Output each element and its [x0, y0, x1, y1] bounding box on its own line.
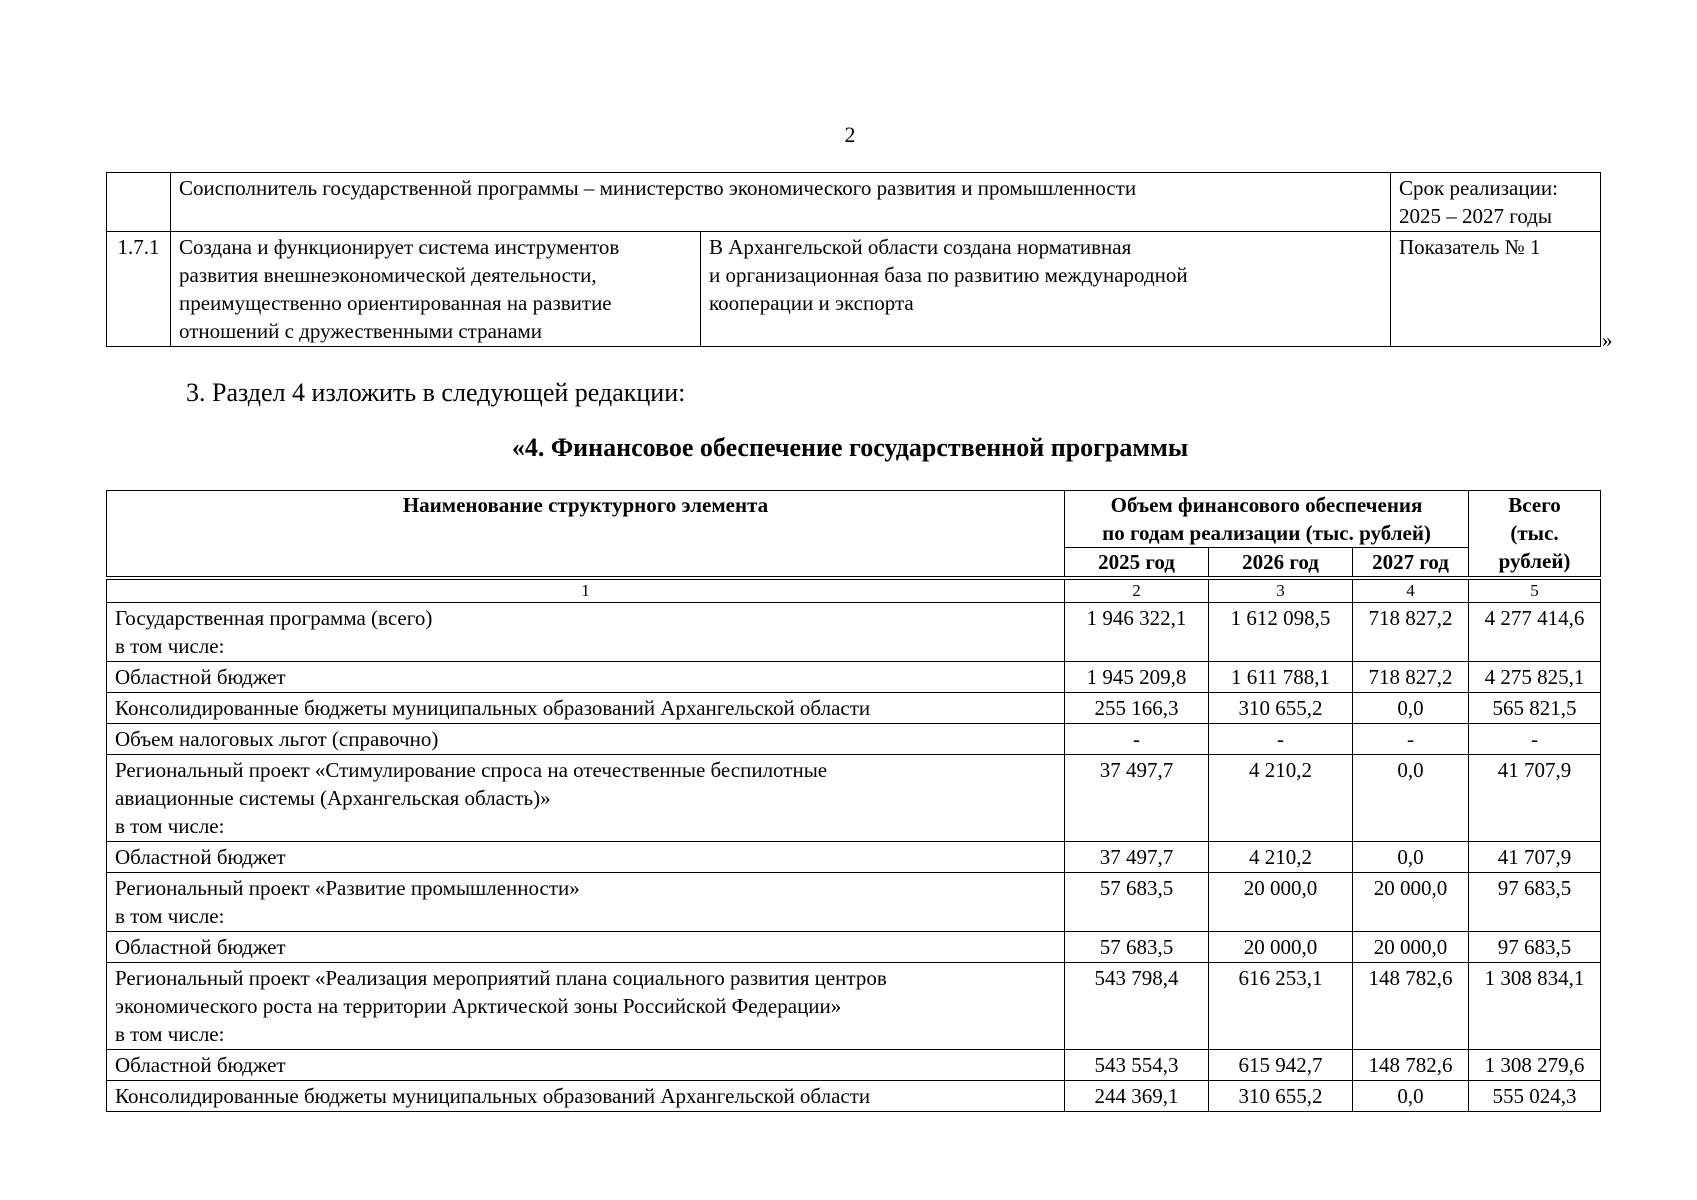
value-2025: - — [1065, 724, 1209, 755]
value-2025: 543 798,4 — [1065, 963, 1209, 1050]
value-2026: - — [1209, 724, 1353, 755]
header-year-2026: 2026 год — [1209, 548, 1353, 579]
value-2026: 1 612 098,5 — [1209, 603, 1353, 662]
element-name-cell — [107, 662, 1065, 693]
element-name-line: Региональный проект «Стимулирование спроса на отечественные беспилотные — [115, 758, 828, 782]
element-name-line: Областной бюджет — [115, 845, 286, 869]
value-2027: 0,0 — [1353, 842, 1469, 873]
task-cell — [171, 232, 701, 347]
value-2026: 4 210,2 — [1209, 842, 1353, 873]
term-years: 2025 – 2027 годы — [1399, 204, 1553, 228]
value-total: 1 308 834,1 — [1469, 963, 1601, 1050]
value-total: 4 275 825,1 — [1469, 662, 1601, 693]
value-2025: 543 554,3 — [1065, 1050, 1209, 1081]
table-row — [107, 603, 1601, 662]
co-executor-text: Соисполнитель государственной программы – министерство экономического развития и промышленности — [171, 173, 1391, 232]
value-2027: - — [1353, 724, 1469, 755]
element-name-line: авиационные системы (Архангельская область)» — [115, 786, 551, 810]
element-name-line: Государственная программа (всего) — [115, 606, 433, 630]
element-name-cell — [107, 693, 1065, 724]
value-2026: 615 942,7 — [1209, 1050, 1353, 1081]
task-line: Создана и функционирует система инструментов — [179, 235, 620, 259]
value-2025: 255 166,3 — [1065, 693, 1209, 724]
value-2025: 37 497,7 — [1065, 755, 1209, 842]
value-total: 97 683,5 — [1469, 932, 1601, 963]
column-number: 2 — [1065, 578, 1209, 603]
value-2027: 20 000,0 — [1353, 932, 1469, 963]
value-2027: 0,0 — [1353, 693, 1469, 724]
value-total: 97 683,5 — [1469, 873, 1601, 932]
column-numbers-row — [107, 578, 1601, 603]
value-2025: 1 945 209,8 — [1065, 662, 1209, 693]
task-line: развития внешнеэкономической деятельности, — [179, 263, 597, 287]
element-name-line: в том числе: — [115, 634, 225, 658]
value-total: 41 707,9 — [1469, 755, 1601, 842]
task-line: отношений с дружественными странами — [179, 319, 543, 343]
table-row — [107, 1081, 1601, 1112]
table-row — [107, 842, 1601, 873]
value-2025: 244 369,1 — [1065, 1081, 1209, 1112]
element-name-cell — [107, 842, 1065, 873]
table-row — [107, 755, 1601, 842]
header-total-line: (тыс. — [1510, 521, 1559, 545]
element-name-cell — [107, 1081, 1065, 1112]
indicator-cell: Показатель № 1 — [1391, 232, 1601, 347]
section-title: «4. Финансовое обеспечение государственной программы — [511, 433, 1189, 462]
value-2026: 310 655,2 — [1209, 1081, 1353, 1112]
value-total: 565 821,5 — [1469, 693, 1601, 724]
effect-line: кооперации и экспорта — [709, 291, 914, 315]
value-total: 41 707,9 — [1469, 842, 1601, 873]
table-row — [107, 1050, 1601, 1081]
element-name-line: Консолидированные бюджеты муниципальных образований Архангельской области — [115, 1084, 871, 1108]
value-2026: 1 611 788,1 — [1209, 662, 1353, 693]
column-number: 1 — [107, 578, 1065, 603]
effect-cell — [701, 232, 1391, 347]
amendment-paragraph: 3. Раздел 4 изложить в следующей редакции: — [186, 378, 686, 407]
value-2026: 4 210,2 — [1209, 755, 1353, 842]
value-2027: 0,0 — [1353, 1081, 1469, 1112]
value-2025: 57 683,5 — [1065, 873, 1209, 932]
table-row — [107, 173, 1601, 232]
header-volume-line: Объем финансового обеспечения — [1110, 493, 1423, 517]
header-year-2025: 2025 год — [1065, 548, 1209, 579]
element-name-line: в том числе: — [115, 1022, 225, 1046]
value-2027: 0,0 — [1353, 755, 1469, 842]
value-2025: 57 683,5 — [1065, 932, 1209, 963]
element-name-cell — [107, 603, 1065, 662]
element-name-line: Региональный проект «Реализация мероприятий плана социального развития центров — [115, 966, 887, 990]
element-name-line: Областной бюджет — [115, 665, 286, 689]
element-name-line: экономического роста на территории Арктической зоны Российской Федерации» — [115, 994, 842, 1018]
value-total: 4 277 414,6 — [1469, 603, 1601, 662]
value-2027: 20 000,0 — [1353, 873, 1469, 932]
element-name-line: Региональный проект «Развитие промышленности» — [115, 876, 580, 900]
value-2026: 20 000,0 — [1209, 932, 1353, 963]
header-total-line: Всего — [1508, 493, 1561, 517]
element-name-cell — [107, 724, 1065, 755]
value-2026: 616 253,1 — [1209, 963, 1353, 1050]
table-row — [107, 662, 1601, 693]
value-2027: 148 782,6 — [1353, 1050, 1469, 1081]
header-year-2027: 2027 год — [1353, 548, 1469, 579]
value-2025: 1 946 322,1 — [1065, 603, 1209, 662]
header-row — [107, 491, 1601, 548]
value-total: - — [1469, 724, 1601, 755]
table-row — [107, 963, 1601, 1050]
term-cell — [1391, 173, 1601, 232]
value-2027: 148 782,6 — [1353, 963, 1469, 1050]
finance-table-body — [107, 603, 1601, 1112]
header-volume-line: по годам реализации (тыс. рублей) — [1102, 521, 1431, 545]
element-name-line: в том числе: — [115, 814, 225, 838]
closing-quote: » — [1602, 328, 1613, 352]
table-row — [107, 693, 1601, 724]
page-number: 2 — [844, 122, 856, 147]
element-name-line: Областной бюджет — [115, 1053, 286, 1077]
element-name-cell — [107, 963, 1065, 1050]
term-label: Срок реализации: — [1399, 176, 1558, 200]
row-number — [107, 173, 171, 232]
header-volume — [1065, 491, 1469, 548]
value-2027: 718 827,2 — [1353, 662, 1469, 693]
task-line: преимущественно ориентированная на развитие — [179, 291, 612, 315]
element-name-cell — [107, 1050, 1065, 1081]
element-name-line: Объем налоговых льгот (справочно) — [115, 727, 439, 751]
table-row — [107, 232, 1601, 347]
element-name-line: в том числе: — [115, 904, 225, 928]
element-name-cell — [107, 755, 1065, 842]
finance-table — [106, 490, 1601, 1112]
element-name-line: Областной бюджет — [115, 935, 286, 959]
header-total — [1469, 491, 1601, 579]
value-2027: 718 827,2 — [1353, 603, 1469, 662]
element-name-line: Консолидированные бюджеты муниципальных образований Архангельской области — [115, 696, 871, 720]
header-name: Наименование структурного элемента — [107, 491, 1065, 579]
column-number: 3 — [1209, 578, 1353, 603]
effect-line: и организационная база по развитию международной — [709, 263, 1188, 287]
element-name-cell — [107, 932, 1065, 963]
top-table — [106, 172, 1601, 347]
value-2026: 310 655,2 — [1209, 693, 1353, 724]
table-row — [107, 873, 1601, 932]
column-number: 4 — [1353, 578, 1469, 603]
table-row — [107, 932, 1601, 963]
value-2026: 20 000,0 — [1209, 873, 1353, 932]
header-total-line: рублей) — [1498, 549, 1571, 573]
value-2025: 37 497,7 — [1065, 842, 1209, 873]
value-total: 555 024,3 — [1469, 1081, 1601, 1112]
row-number: 1.7.1 — [107, 232, 171, 347]
column-number: 5 — [1469, 578, 1601, 603]
value-total: 1 308 279,6 — [1469, 1050, 1601, 1081]
table-row — [107, 724, 1601, 755]
effect-line: В Архангельской области создана нормативная — [709, 235, 1132, 259]
element-name-cell — [107, 873, 1065, 932]
